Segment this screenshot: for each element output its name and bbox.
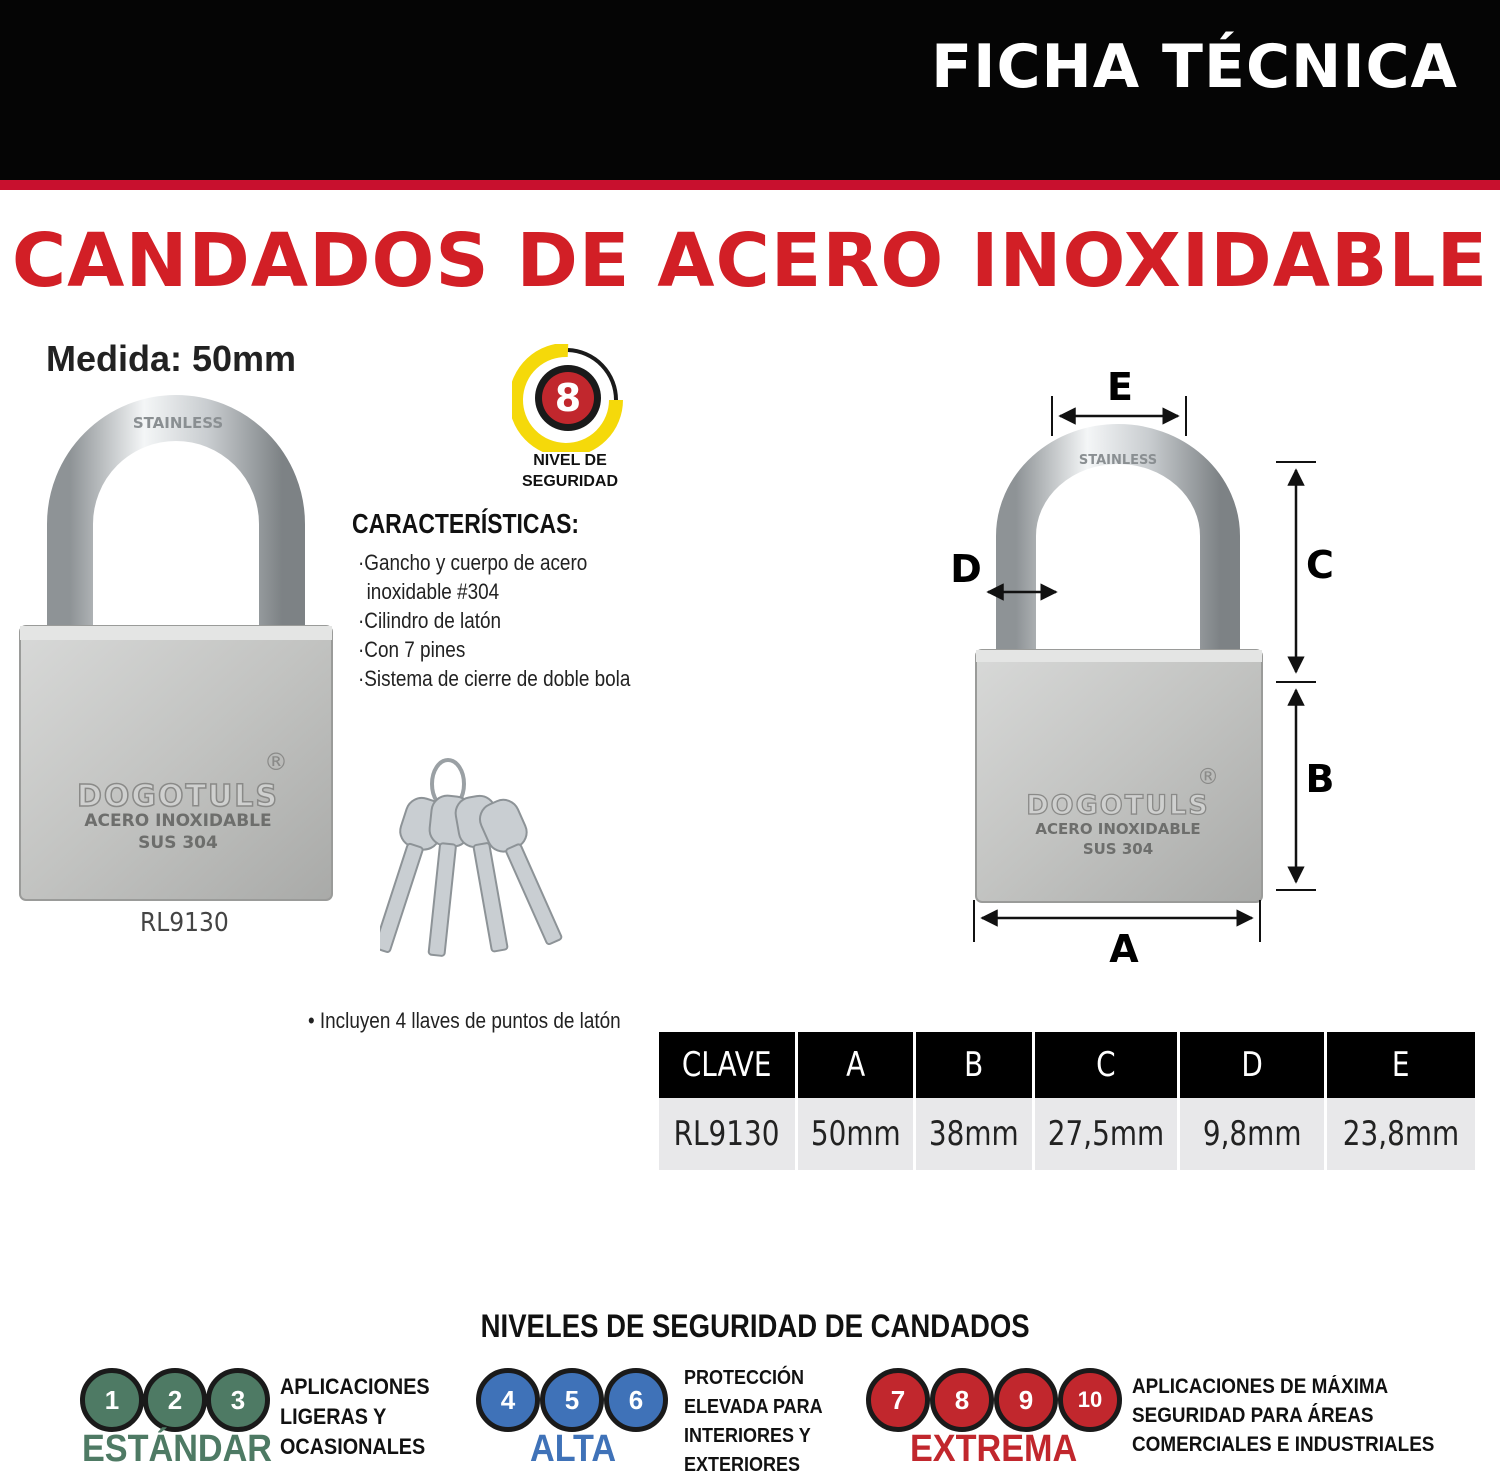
header-stripe [0, 180, 1500, 190]
model-code: RL9130 [140, 908, 229, 938]
diagram-material-engraving: ACERO INOXIDABLE [1035, 820, 1201, 838]
keys-note: • Incluyen 4 llaves de puntos de latón [308, 1008, 621, 1033]
spec-header-b: B [916, 1032, 1032, 1098]
level-group-name-extrema: EXTREMA [910, 1428, 1078, 1470]
feature-item: ·Con 7 pines [358, 637, 466, 662]
level-group-name-standard: ESTÁNDAR [82, 1428, 273, 1470]
feature-item: ·Sistema de cierre de doble bola [358, 666, 631, 691]
features-list [358, 548, 642, 693]
level-badge-1: 1 [80, 1368, 144, 1432]
spec-table [656, 1032, 1478, 1170]
security-levels-title: NIVELES DE SEGURIDAD DE CANDADOS [480, 1308, 1030, 1344]
table-row [659, 1098, 1475, 1170]
diagram-brand-engraving: DOGOTULS [1026, 790, 1210, 821]
level-group-desc-alta: PROTECCIÓN ELEVADA PARA INTERIORES Y EXTERIORES [684, 1367, 823, 1476]
level-badge-10: 10 [1058, 1368, 1122, 1432]
level-badge-3: 3 [206, 1368, 270, 1432]
level-group-desc-standard: APLICACIONES LIGERAS Y OCASIONALES [280, 1374, 430, 1459]
dimension-label-a: A [1109, 927, 1139, 971]
diagram-shackle-engraving: STAINLESS [1078, 453, 1158, 468]
dimension-label-c: C [1306, 543, 1334, 587]
level-badge-7: 7 [866, 1368, 930, 1432]
spec-header-c: C [1035, 1032, 1177, 1098]
spec-cell-e: 23,8mm [1327, 1098, 1475, 1170]
level-badge-2: 2 [143, 1368, 207, 1432]
material-engraving: ACERO INOXIDABLE [84, 811, 272, 831]
spec-cell-b: 38mm [916, 1098, 1032, 1170]
level-badge-9: 9 [994, 1368, 1058, 1432]
security-badge-icon [512, 344, 628, 452]
dimension-diagram [940, 360, 1360, 980]
diagram-registered-mark: ® [1197, 765, 1219, 790]
spec-header-e: E [1327, 1032, 1475, 1098]
diagram-grade-engraving: SUS 304 [1082, 840, 1154, 858]
spec-cell-d: 9,8mm [1180, 1098, 1325, 1170]
feature-item: ·Gancho y cuerpo de acero inoxidable #304 [358, 550, 588, 604]
spec-header-d: D [1180, 1032, 1325, 1098]
shackle-engraving: STAINLESS [132, 414, 224, 432]
level-group-desc-extrema: APLICACIONES DE MÁXIMA SEGURIDAD PARA ÁREAS COMERCIALES E INDUSTRIALES [1132, 1375, 1435, 1456]
level-badge-5: 5 [540, 1368, 604, 1432]
features-title: CARACTERÍSTICAS: [352, 508, 580, 539]
spec-cell-c: 27,5mm [1035, 1098, 1177, 1170]
feature-item: ·Cilindro de latón [358, 608, 502, 633]
dimension-label-d: D [950, 547, 982, 591]
product-title: CANDADOS DE ACERO INOXIDABLE [11, 218, 1489, 304]
keys-photo [380, 756, 570, 976]
spec-header-a: A [798, 1032, 914, 1098]
security-badge-label: NIVEL DE SEGURIDAD [521, 452, 618, 490]
level-badge-8: 8 [930, 1368, 994, 1432]
brand-engraving: DOGOTULS [76, 779, 280, 814]
level-badge-4: 4 [476, 1368, 540, 1432]
dimension-label-b: B [1305, 757, 1335, 801]
header-title: FICHA TÉCNICA [931, 32, 1458, 102]
level-badge-6: 6 [604, 1368, 668, 1432]
spec-cell-clave: RL9130 [659, 1098, 795, 1170]
spec-cell-a: 50mm [798, 1098, 914, 1170]
product-size: Medida: 50mm [46, 338, 297, 379]
dimension-label-e: E [1107, 365, 1133, 409]
grade-engraving: SUS 304 [138, 833, 218, 853]
padlock-photo [18, 384, 338, 904]
security-level-number: 8 [554, 376, 582, 420]
registered-mark: ® [264, 748, 288, 776]
level-group-name-alta: ALTA [530, 1428, 617, 1470]
spec-header-clave: CLAVE [659, 1032, 795, 1098]
spec-table-header-row [659, 1032, 1475, 1098]
